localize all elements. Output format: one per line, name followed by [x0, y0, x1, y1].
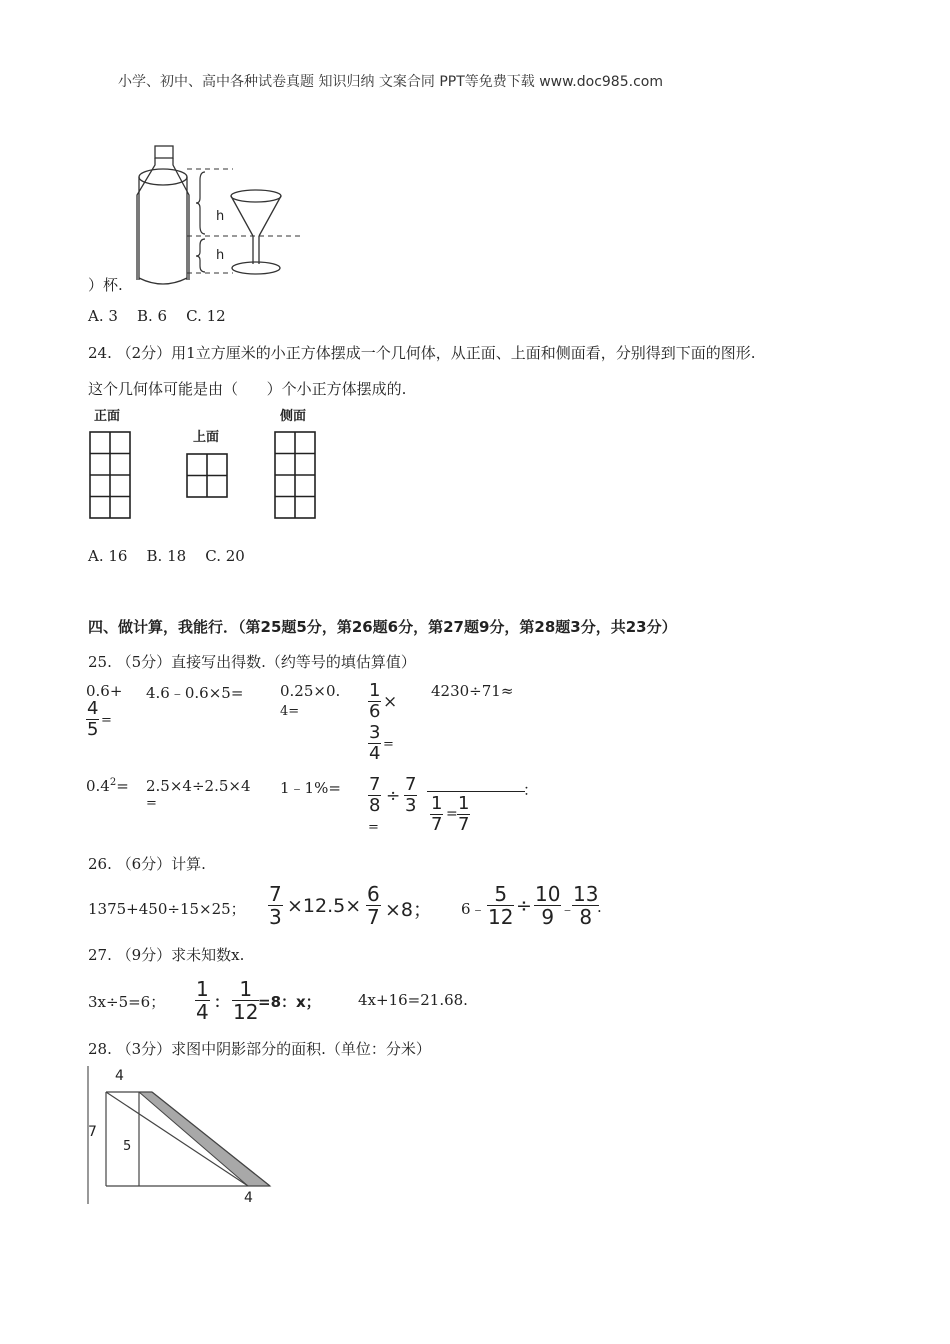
q25-f5-equals: =: [446, 806, 458, 822]
q25-f4-equals: =: [368, 820, 379, 835]
q26-e2-fraction-b: 6 7: [367, 882, 380, 929]
h-label-lower: h: [216, 248, 225, 263]
q25-e4-equals: =: [383, 737, 394, 752]
three-views-figure: [85, 404, 335, 524]
front-view-grid: [90, 432, 130, 518]
q25-f4-fraction-a: 7 8: [369, 774, 381, 816]
q25-answer-blank: [427, 791, 525, 792]
q27-e2-fraction-b: 1 12: [233, 977, 259, 1024]
label-mid: 5: [123, 1139, 132, 1154]
bottle-body-outline: [137, 158, 189, 280]
shaded-strip: [139, 1092, 270, 1186]
label-top: 4: [115, 1068, 124, 1084]
outer-diagonal: [152, 1092, 270, 1186]
q25-e5: 4230÷71≈: [431, 682, 514, 700]
side-view-label: 侧面: [280, 409, 307, 424]
q26-e3-fraction-c: 13 8: [573, 882, 599, 929]
label-bottom: 4: [244, 1190, 253, 1206]
h-label-upper: h: [216, 209, 225, 224]
q25-e1-fraction: 4 5: [87, 698, 99, 740]
q23-tail: ）杯.: [88, 276, 123, 294]
q26-e1: 1375+450÷15×25；: [88, 900, 246, 918]
q25-e3-line2: 4=: [280, 704, 300, 719]
q25-f4-fraction-b: 7 3: [405, 774, 417, 816]
q28-title: 28. （3分）求图中阴影部分的面积.（单位：分米）: [88, 1040, 431, 1058]
q27-e2-tail: =8：x；: [258, 993, 321, 1011]
cylinder-bottom: [139, 278, 187, 284]
q25-f3: 1﹣1%=: [280, 779, 341, 797]
q27-e2-colon: ：: [214, 993, 230, 1011]
q26-e2-tail: ×8；: [385, 899, 433, 921]
q26-e2-middle: ×12.5×: [287, 895, 362, 917]
bottle-cap: [155, 146, 173, 158]
q26-e3-head: 6﹣: [461, 900, 486, 918]
q27-e2-fraction-a: 1 4: [196, 977, 209, 1024]
q24-line2: 这个几何体可能是由（ ）个小正方体摆成的.: [88, 380, 407, 398]
q25-e4-fraction-a: 1 6: [369, 680, 381, 722]
q25-f1: $0.4^2=$: [86, 777, 129, 795]
trapezoid-figure: [84, 1064, 284, 1206]
front-view-label: 正面: [94, 409, 121, 424]
section4-title: 四、做计算，我能行．（第25题5分，第26题6分，第27题9分，第28题3分，共23分）: [88, 618, 677, 636]
page-header: 小学、初中、高中各种试卷真题 知识归纳 文案合同 PPT等免费下载 www.doc985.com: [118, 74, 663, 90]
q24-options: A. 16 B. 18 C. 20: [88, 547, 245, 565]
q26-title: 26. （6分）计算.: [88, 855, 206, 873]
q25-f5-fraction-b: 1 7: [458, 793, 470, 835]
q25-f5-colon: ：: [523, 781, 539, 799]
q25-e4-fraction-b: 3 4: [369, 722, 381, 764]
q27-title: 27. （9分）求未知数x.: [88, 946, 245, 964]
q25-f2-line2: =: [146, 796, 157, 811]
q25-e4-times: ×: [383, 692, 398, 712]
q26-e2-fraction-a: 7 3: [269, 882, 282, 929]
top-view-label: 上面: [193, 430, 220, 445]
q25-title: 25. （5分）直接写出得数.（约等号的填估算值）: [88, 653, 416, 671]
q25-e1-prefix: 0.6+: [86, 682, 123, 700]
q26-e3-fraction-b: 10 9: [535, 882, 561, 929]
q25-e2: 4.6﹣0.6×5=: [146, 684, 244, 702]
q25-e3-line1: 0.25×0.: [280, 682, 341, 700]
side-view-grid: [275, 432, 315, 518]
q24-line1: 24. （2分）用1立方厘米的小正方体摆成一个几何体，从正面、上面和侧面看，分别得到下面的图形.: [88, 344, 756, 362]
q26-e3-divide: ÷: [516, 895, 532, 917]
q25-f4-divide: ÷: [386, 786, 401, 806]
glass-base: [232, 262, 280, 274]
top-view-grid: [187, 454, 227, 497]
brace-lower: [196, 239, 205, 272]
q27-e3: 4x+16=21.68.: [358, 991, 468, 1009]
q25-f5-fraction-a: 1 7: [431, 793, 443, 835]
bottle-and-glass-figure: [125, 140, 310, 290]
q26-e3-end: .: [597, 898, 602, 916]
label-left: 7: [88, 1124, 97, 1140]
q27-e1: 3x÷5=6；: [88, 993, 166, 1011]
q23-options: A. 3 B. 6 C. 12: [88, 307, 226, 325]
brace-upper: [196, 172, 205, 234]
q26-e3-fraction-a: 5 12: [488, 882, 514, 929]
q25-f2-line1: 2.5×4÷2.5×4: [146, 777, 251, 795]
q25-e1-equals: =: [101, 713, 112, 728]
q26-e3-minus: ﹣: [560, 900, 576, 918]
glass-rim: [231, 190, 281, 202]
